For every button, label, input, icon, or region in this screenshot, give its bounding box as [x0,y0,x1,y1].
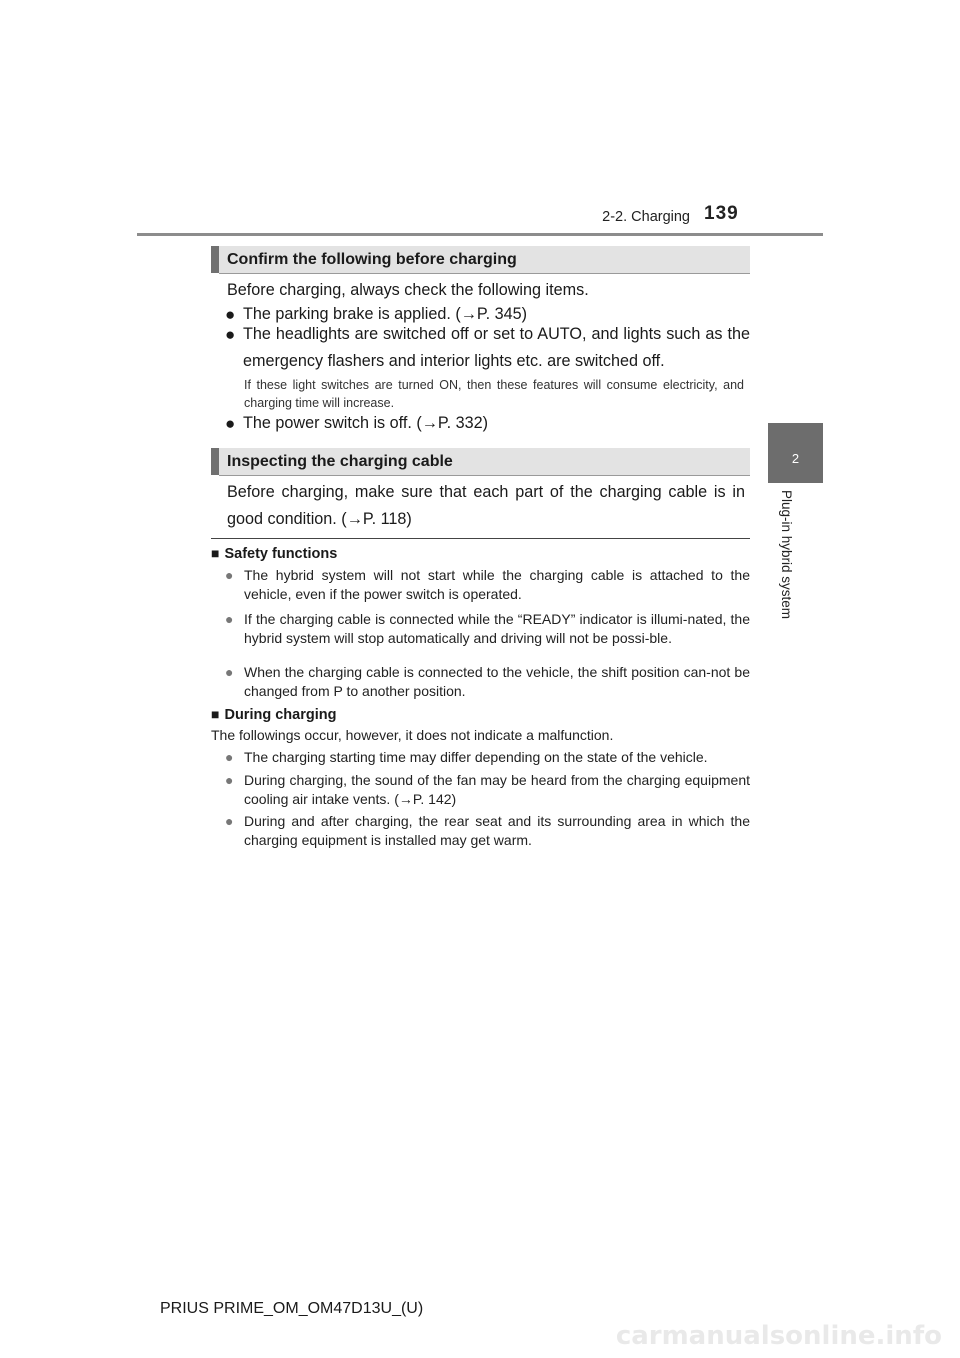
list-item [225,748,750,767]
list-item [225,771,750,809]
section-heading-confirm-text: Confirm the following before charging [227,251,517,268]
bullet-icon: ● [225,813,234,829]
section-title: 2-2. Charging [602,209,690,225]
list-item-text: During and after charging, the rear seat and its surrounding area in which the charging equipment is installed may get warm. [244,813,750,848]
section-heading-inspecting-text: Inspecting the charging cable [227,453,453,470]
safety-heading-text: Safety functions [224,546,338,562]
section-heading-confirm [211,246,750,273]
square-bullet-icon: ■ [211,545,220,561]
list-item-text: The power switch is off. (→P. 332) [243,414,489,432]
bullet-icon: ● [225,749,234,765]
chapter-tab [768,423,823,483]
bullet-icon: ● [225,414,236,433]
list-item [225,610,750,648]
bullet-icon: ● [225,664,234,680]
list-item-text: During charging, the sound of the fan may be heard from the charging equipment cooling air intake vents. (→P. 142) [244,772,750,807]
list-item [225,812,750,850]
bullet-icon: ● [225,305,236,324]
during-heading-text: During charging [224,707,337,723]
list-item [225,321,750,375]
section-heading-inspecting [211,448,750,475]
list-item [225,410,750,437]
list-item-text: The hybrid system will not start while the charging cable is attached to the vehicle, even if the power switch is operated. [244,567,750,602]
during-heading [211,706,336,723]
chapter-tab-label: Plug-in hybrid system [779,490,794,620]
section2-body: Before charging, make sure that each part of the charging cable is in good condition. (→P. 118) [227,483,745,528]
during-intro: The followings occur, however, it does not indicate a malfunction. [211,727,614,743]
heading-underline [219,273,750,274]
bullet-icon: ● [225,611,234,627]
square-bullet-icon: ■ [211,706,220,722]
section1-note: If these light switches are turned ON, then these features will consume electricity, and charging time will increase. [244,378,744,410]
bullet-icon: ● [225,325,236,344]
bullet-icon: ● [225,772,234,788]
safety-heading [211,545,337,562]
list-item [225,663,750,701]
list-item-text: The headlights are switched off or set to AUTO, and lights such as the emergency flashers and interior lights etc. are switched off. [243,325,750,370]
document-footer: PRIUS PRIME_OM_OM47D13U_(U) [160,1300,424,1317]
header-rule [137,233,823,236]
list-item-text: The parking brake is applied. (→P. 345) [243,305,528,323]
section1-intro: Before charging, always check the following items. [227,281,589,299]
list-item [225,566,750,604]
bullet-icon: ● [225,567,234,583]
section-divider [211,538,750,539]
list-item-text: The charging starting time may differ depending on the state of the vehicle. [244,749,708,765]
watermark: carmanualsonline.info [615,1321,942,1351]
heading-underline [219,475,750,476]
list-item-text: When the charging cable is connected to the vehicle, the shift position can-not be changed from P to another position. [244,664,750,699]
chapter-tab-number: 2 [791,451,800,466]
list-item-text: If the charging cable is connected while the “READY” indicator is illumi-nated, the hybrid system will stop automatically and driving will not be possi-ble. [244,611,750,646]
page-number: 139 [704,203,739,224]
